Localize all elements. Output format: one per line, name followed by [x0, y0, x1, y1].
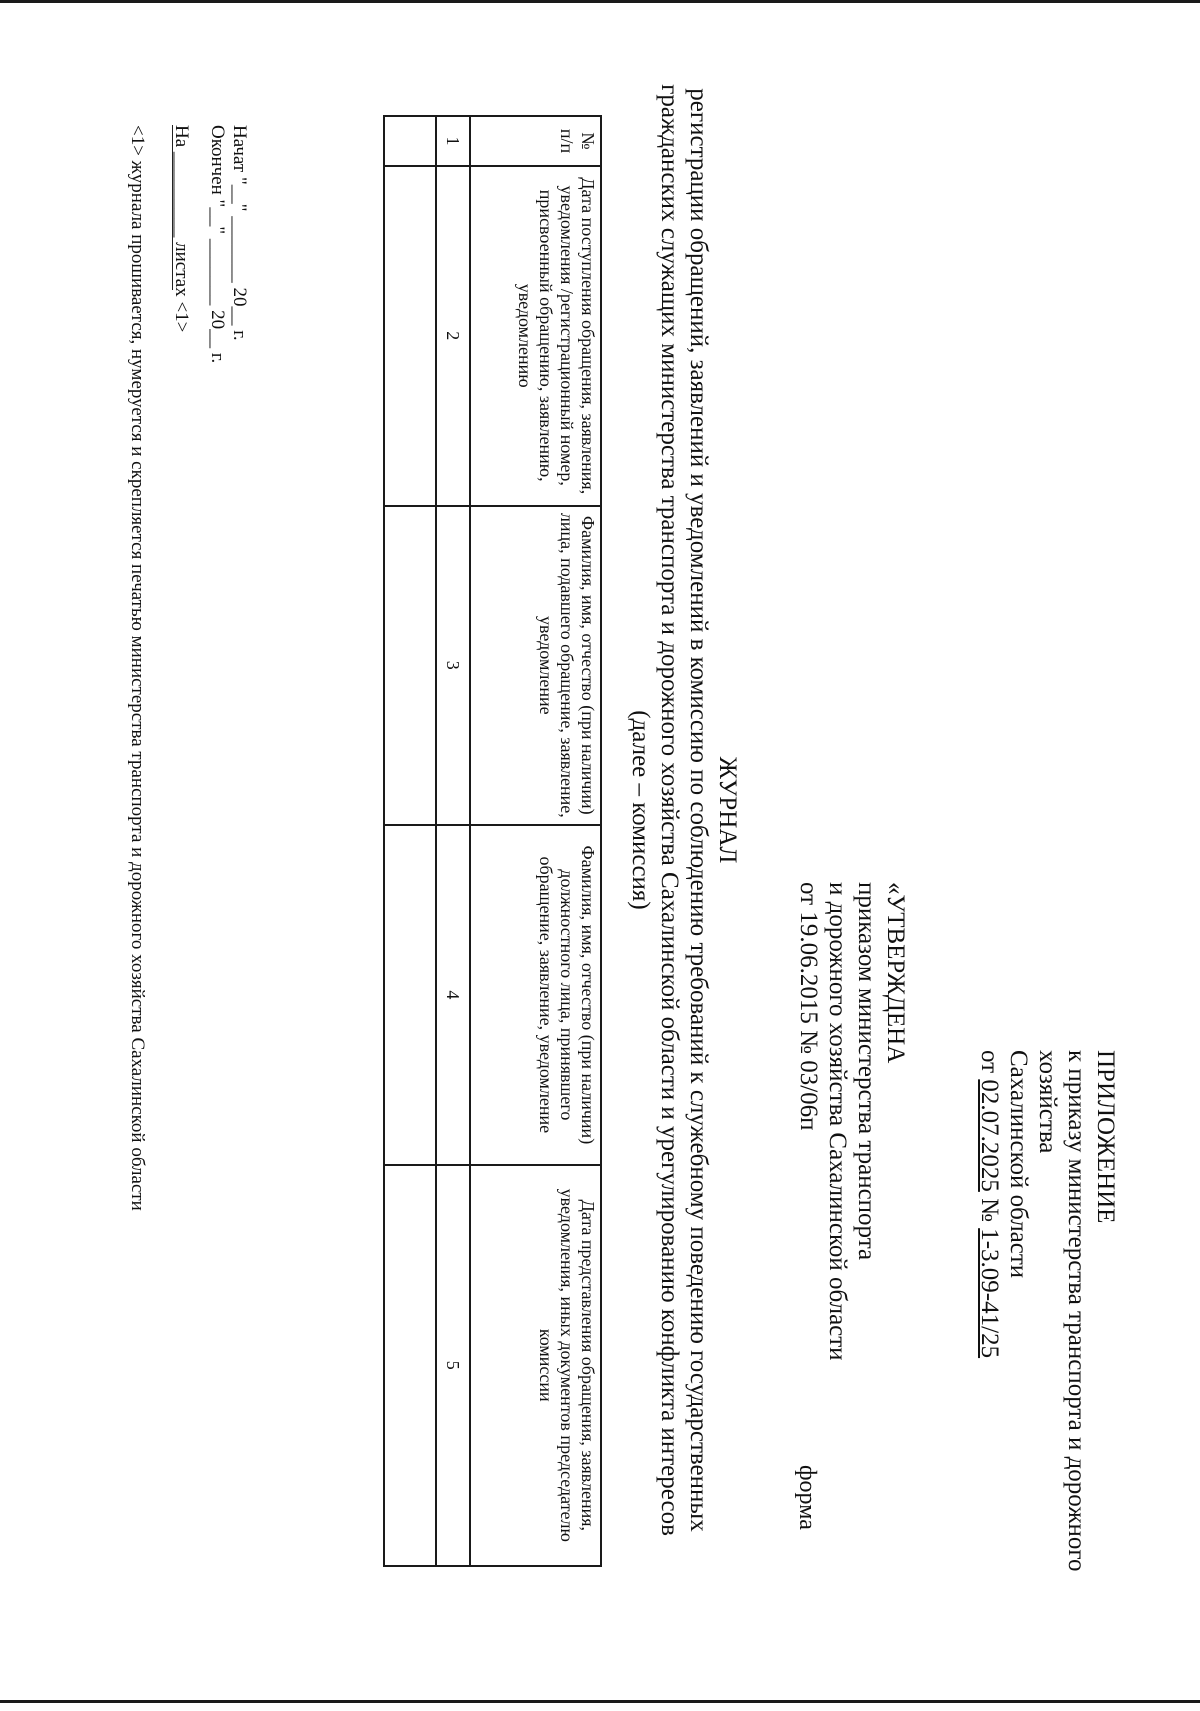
table-header-row: [470, 116, 601, 1566]
number-prefix: №: [976, 1191, 1003, 1229]
appendix-line-2: Сахалинской области: [1005, 1050, 1032, 1279]
sheets-line: На _________ листах <1>: [171, 125, 192, 333]
finished-line: Окончен "__" _______ 20__ г.: [207, 125, 228, 364]
empty-cell: [384, 116, 436, 166]
header-cell: № п/п: [470, 116, 601, 166]
header-cell: Фамилия, имя, отчество (при наличии) должностного лица, принявшего обращение, заявление, уведомление: [470, 825, 601, 1165]
appendix-title: ПРИЛОЖЕНИЕ: [1092, 1050, 1119, 1224]
journal-title: [626, 60, 742, 1560]
footnote-separator: [172, 125, 173, 290]
header-cell: Дата поступления обращения, заявления, уведомления /регистрационный номер, присвоенный обращению, заявлению, уведомлению: [470, 166, 601, 506]
table-number-row: [436, 116, 470, 1566]
empty-cell: [384, 166, 436, 506]
header-cell: Дата представления обращения, заявления, уведомления, иных документов председателю комиссии: [470, 1165, 601, 1566]
header-cell: Фамилия, имя, отчество (при наличии) лица, подавшего обращение, заявление, уведомление: [470, 506, 601, 826]
footnote: <1> журнала прошивается, нумеруется и скрепляется печатью министерства транспорта и дорожного хозяйства Сахалинской области: [127, 125, 148, 1211]
empty-cell: [384, 1165, 436, 1566]
empty-cell: [384, 506, 436, 826]
column-number: 1: [436, 116, 470, 166]
started-line: Начат "__" _______ 20__ г.: [229, 125, 250, 341]
order-date: 02.07.2025: [976, 1079, 1003, 1192]
appendix-date-line: [975, 1050, 1004, 1670]
form-label: форма: [794, 1465, 820, 1530]
column-number: 4: [436, 825, 470, 1165]
column-number: 3: [436, 506, 470, 826]
appendix-line-1: к приказу министерства транспорта и дорожного хозяйства: [1034, 1050, 1090, 1572]
appendix-header: [975, 1050, 1120, 1670]
empty-cell: [384, 825, 436, 1165]
order-number: 1-3.09-41/25: [976, 1228, 1003, 1359]
journal-subtitle: регистрации обращений, заявлений и уведомлений в комиссию по соблюдению требований к служебному поведению государственных гражданских служащих министерства транспорта и дорожного хозяйства Сахалинской области и урегулированию конфликта интересов (далее – комиссия): [627, 84, 712, 1536]
approved-line-1: приказом министерства транспорта: [853, 882, 880, 1261]
column-number: 5: [436, 1165, 470, 1566]
journal-meta: [170, 125, 250, 363]
approved-line-2: и дорожного хозяйства Сахалинской области: [824, 882, 851, 1361]
approved-line-3: от 19.06.2015 № 03/06п: [795, 882, 822, 1131]
column-number: 2: [436, 166, 470, 506]
approved-title: «УТВЕРЖДЕНА: [882, 882, 909, 1064]
journal-heading: ЖУРНАЛ: [714, 756, 741, 864]
date-prefix: от: [976, 1050, 1003, 1080]
table-empty-row: [384, 116, 436, 1566]
journal-table: [383, 115, 602, 1567]
